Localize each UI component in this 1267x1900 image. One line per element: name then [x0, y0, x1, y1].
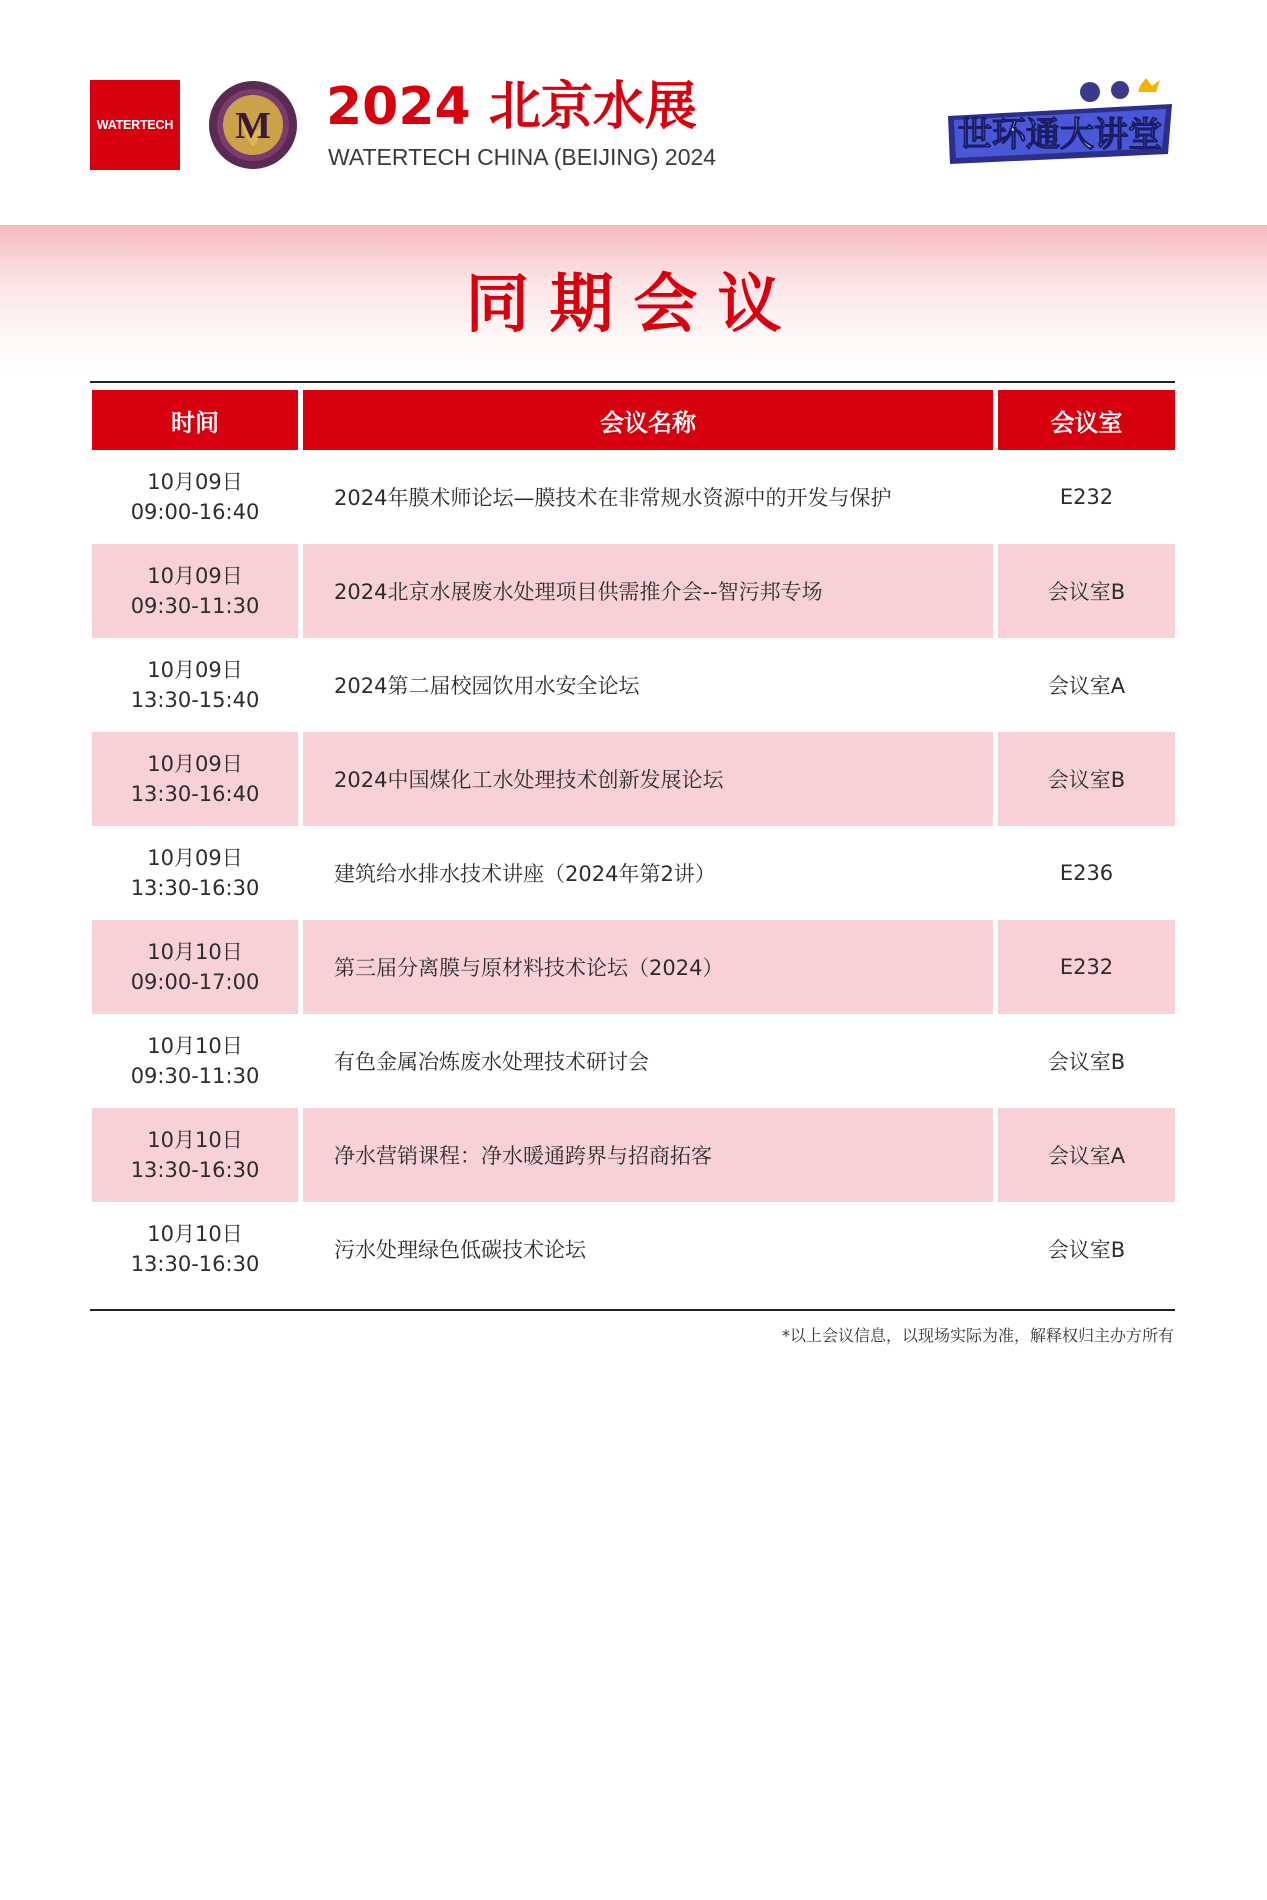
time-range-text: 13:30-16:30 — [130, 1252, 260, 1276]
table-row — [92, 1108, 1175, 1202]
room-cell: E232 — [998, 920, 1175, 1014]
lecture-hall-logo-text: 世环通大讲堂 — [958, 115, 1162, 155]
section-title: 同期会议 — [465, 268, 802, 342]
table-row — [92, 1014, 1175, 1108]
time-cell — [92, 826, 298, 920]
page-subtitle: WATERTECH CHINA (BEIJING) 2024 — [328, 144, 717, 170]
time-cell — [92, 544, 298, 638]
time-range-text: 09:00-17:00 — [130, 970, 260, 994]
date-text: 10月10日 — [147, 1128, 243, 1152]
time-cell — [92, 638, 298, 732]
room-cell: 会议室B — [1047, 1050, 1126, 1074]
meeting-name-cell: 2024年膜术师论坛—膜技术在非常规水资源中的开发与保护 — [334, 486, 892, 510]
meeting-name-cell: 建筑给水排水技术讲座（2024年第2讲） — [334, 862, 716, 886]
m-emblem-logo — [208, 80, 298, 170]
time-cell — [92, 732, 298, 826]
time-cell — [92, 920, 298, 1014]
footnote: *以上会议信息，以现场实际为准，解释权归主办方所有 — [781, 1326, 1174, 1345]
time-cell — [92, 1108, 298, 1202]
room-cell: 会议室A — [1047, 674, 1126, 698]
time-range-text: 09:30-11:30 — [130, 594, 260, 618]
table-row — [92, 920, 1175, 1014]
time-range-text: 13:30-16:30 — [130, 876, 260, 900]
meeting-name-cell: 有色金属冶炼废水处理技术研讨会 — [334, 1050, 649, 1074]
room-cell: E232 — [1059, 485, 1114, 509]
room-cell: E236 — [1059, 861, 1114, 885]
room-cell: 会议室B — [998, 732, 1175, 826]
table-row — [92, 732, 1175, 826]
table-row — [92, 1202, 1175, 1296]
page-title: 2024 北京水展 — [326, 77, 697, 137]
watertech-logo-text: WATERTECH — [96, 118, 174, 132]
time-cell — [92, 1014, 298, 1108]
time-range-text: 13:30-16:30 — [130, 1158, 260, 1182]
column-header-room: 会议室 — [998, 390, 1175, 450]
table-top-rule — [90, 381, 1175, 383]
time-cell — [92, 1202, 298, 1296]
room-cell: 会议室A — [998, 1108, 1175, 1202]
time-range-text: 09:00-16:40 — [130, 500, 260, 524]
watertech-logo — [90, 80, 180, 170]
room-cell: 会议室B — [998, 544, 1175, 638]
table-bottom-rule — [90, 1309, 1175, 1311]
room-cell: 会议室B — [1047, 1238, 1126, 1262]
date-text: 10月10日 — [147, 1034, 243, 1058]
meeting-name-cell: 净水营销课程：净水暖通跨界与招商拓客 — [303, 1108, 993, 1202]
meeting-name-cell: 第三届分离膜与原材料技术论坛（2024） — [303, 920, 993, 1014]
meeting-name-cell: 污水处理绿色低碳技术论坛 — [334, 1238, 586, 1262]
date-text: 10月10日 — [147, 940, 243, 964]
table-row — [92, 638, 1175, 732]
table-header — [92, 390, 1175, 450]
date-text: 10月09日 — [147, 564, 243, 588]
meeting-name-cell: 2024中国煤化工水处理技术创新发展论坛 — [303, 732, 993, 826]
date-text: 10月09日 — [147, 658, 243, 682]
date-text: 10月09日 — [147, 846, 243, 870]
table-row — [92, 450, 1175, 544]
m-logo-letter: M — [235, 105, 271, 147]
page-header — [0, 0, 1267, 225]
time-range-text: 09:30-11:30 — [130, 1064, 260, 1088]
table-row — [92, 544, 1175, 638]
time-range-text: 13:30-15:40 — [130, 688, 260, 712]
date-text: 10月09日 — [147, 470, 243, 494]
time-range-text: 13:30-16:40 — [130, 782, 260, 806]
time-cell — [92, 450, 298, 544]
lecture-hall-logo — [940, 76, 1180, 172]
date-text: 10月10日 — [147, 1222, 243, 1246]
column-header-time: 时间 — [92, 390, 298, 450]
meeting-name-cell: 2024第二届校园饮用水安全论坛 — [334, 674, 640, 698]
date-text: 10月09日 — [147, 752, 243, 776]
table-row — [92, 826, 1175, 920]
meeting-name-cell: 2024北京水展废水处理项目供需推介会--智污邦专场 — [303, 544, 993, 638]
column-header-name: 会议名称 — [303, 390, 993, 450]
